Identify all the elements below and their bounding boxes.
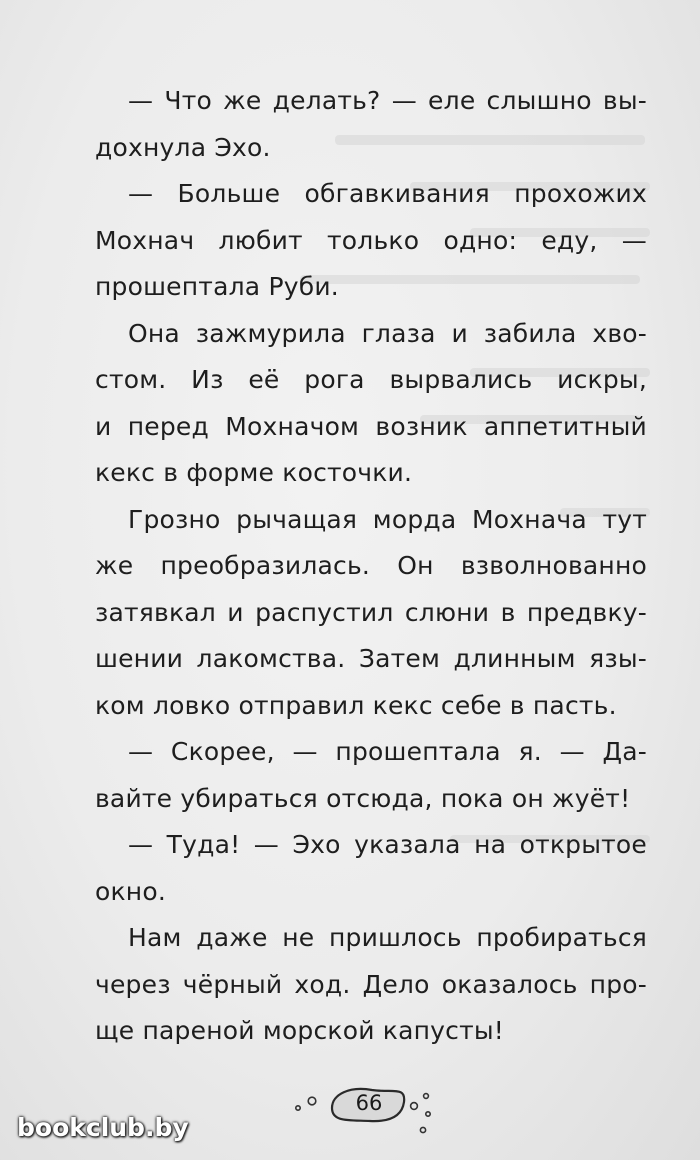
- text-line: — Больше обгавкивания прохожих: [128, 179, 647, 208]
- text-line: — Туда! — Эхо указала на открытое: [128, 830, 647, 859]
- text-line: окно.: [95, 876, 166, 906]
- text-line: Мохнач любит только одно: еду, —: [95, 225, 647, 255]
- text-line: Она зажмурила глаза и забила хво-: [128, 318, 647, 348]
- text-line: ще пареной морской капусты!: [95, 1016, 505, 1045]
- text-line: кекс в форме косточки.: [95, 458, 413, 487]
- text-line: через чёрный ход. Дело оказалось про-: [95, 969, 647, 999]
- text-line: Грозно рычащая морда Мохнача тут: [128, 504, 647, 534]
- text-line: же преобразилась. Он взволнованно: [95, 551, 647, 580]
- watermark-text: bookclub.by: [17, 1113, 189, 1142]
- body-text: [95, 78, 647, 1055]
- text-line: вайте убираться отсюда, пока он жуёт!: [95, 783, 631, 813]
- text-line: ком ловко отправил кекс себе в пасть.: [95, 690, 617, 720]
- text-line: затявкал и распустил слюни в предвку-: [95, 597, 647, 627]
- page-number: 66: [355, 1091, 383, 1115]
- text-line: — Скорее, — прошептала я. — Да-: [128, 737, 647, 766]
- text-line: и перед Мохначом возник аппетитный: [95, 411, 647, 441]
- text-line: шении лакомства. Затем длинным язы-: [95, 644, 647, 673]
- text-line: — Что же делать? — еле слышно вы-: [128, 86, 647, 115]
- text-line: дохнула Эхо.: [95, 132, 271, 162]
- text-line: Нам даже не пришлось пробираться: [128, 923, 647, 952]
- text-line: стом. Из её рога вырвались искры,: [95, 365, 647, 394]
- text-line: прошептала Руби.: [95, 272, 339, 301]
